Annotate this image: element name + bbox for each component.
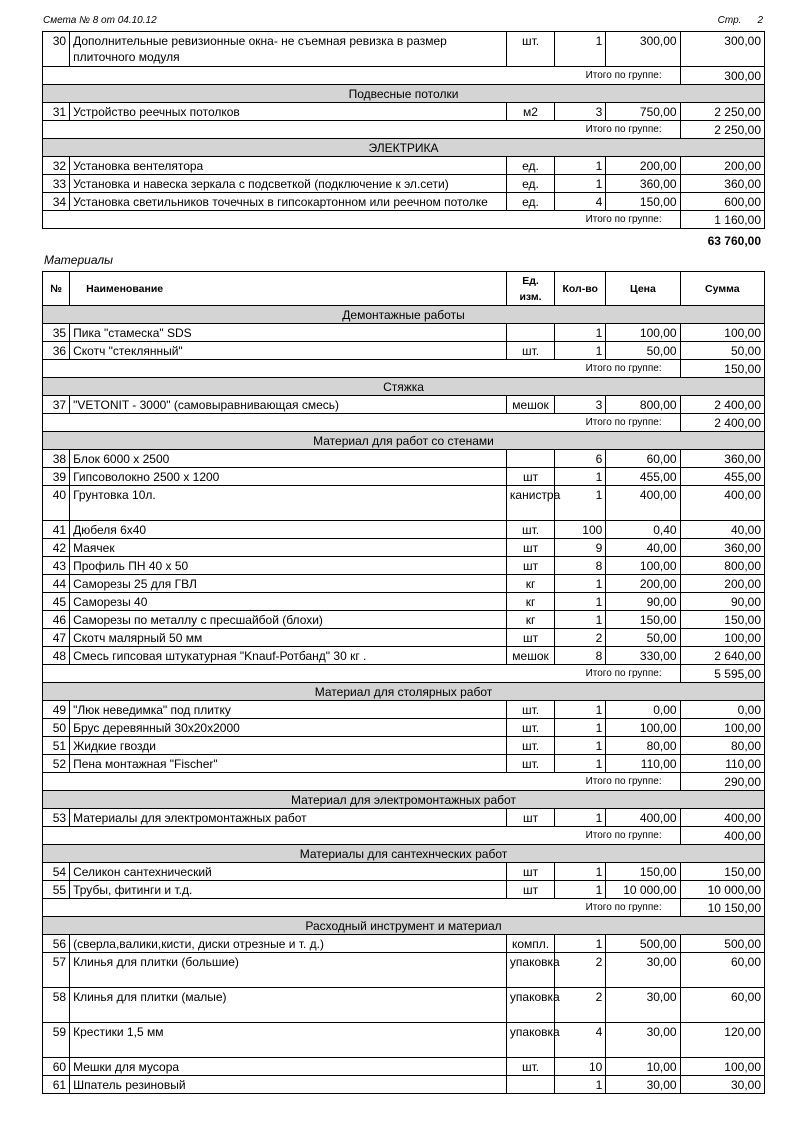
group-title: ЭЛЕКТРИКА <box>43 139 765 157</box>
item-sum: 200,00 <box>680 575 764 593</box>
item-sum: 2 250,00 <box>680 103 764 121</box>
group-title: Подвесные потолки <box>43 85 765 103</box>
table-row <box>43 103 765 121</box>
item-unit: шт <box>506 468 554 486</box>
group-header-row <box>43 917 765 935</box>
item-qty: 1 <box>555 935 606 953</box>
item-name: Мешки для мусора <box>70 1058 507 1076</box>
item-name: Скотч малярный 50 мм <box>70 629 507 647</box>
item-number: 61 <box>43 1076 70 1094</box>
item-unit: мешок <box>506 647 554 665</box>
group-title: Расходный инструмент и материал <box>43 917 765 935</box>
item-number: 37 <box>43 396 70 414</box>
item-number: 32 <box>43 157 70 175</box>
table-row <box>43 324 765 342</box>
item-number: 56 <box>43 935 70 953</box>
subtotal-label: Итого по группе: <box>43 827 681 845</box>
subtotal-amount: 2 250,00 <box>680 121 764 139</box>
table-row <box>43 809 765 827</box>
item-qty: 1 <box>555 486 606 521</box>
item-unit: упаковка <box>506 953 554 988</box>
item-price: 500,00 <box>606 935 680 953</box>
item-qty: 1 <box>555 611 606 629</box>
group-header-row <box>43 306 765 324</box>
item-price: 50,00 <box>606 629 680 647</box>
table-row <box>43 175 765 193</box>
item-price: 800,00 <box>606 396 680 414</box>
page-number <box>718 15 763 26</box>
subtotal-label: Итого по группе: <box>43 414 681 432</box>
group-title: Материал для столярных работ <box>43 683 765 701</box>
item-qty: 1 <box>555 809 606 827</box>
item-name: Саморезы 25 для ГВЛ <box>70 575 507 593</box>
item-price: 100,00 <box>606 557 680 575</box>
item-unit: шт <box>506 629 554 647</box>
item-price: 30,00 <box>606 953 680 988</box>
subtotal-label: Итого по группе: <box>43 67 681 85</box>
item-unit: шт. <box>506 701 554 719</box>
item-unit: шт. <box>506 521 554 539</box>
item-unit: шт. <box>506 32 554 67</box>
item-price: 60,00 <box>606 450 680 468</box>
group-title: Стяжка <box>43 378 765 396</box>
item-qty: 10 <box>555 1058 606 1076</box>
item-qty: 1 <box>555 863 606 881</box>
item-qty: 1 <box>555 32 606 67</box>
item-sum: 400,00 <box>680 809 764 827</box>
item-sum: 100,00 <box>680 1058 764 1076</box>
item-price: 300,00 <box>606 32 680 67</box>
item-qty: 1 <box>555 593 606 611</box>
item-name: Саморезы по металлу с пресшайбой (блохи) <box>70 611 507 629</box>
item-unit: ед. <box>506 175 554 193</box>
group-header-row <box>43 85 765 103</box>
item-sum: 360,00 <box>680 450 764 468</box>
item-qty: 1 <box>555 468 606 486</box>
table-row <box>43 988 765 1023</box>
item-price: 150,00 <box>606 193 680 211</box>
item-qty: 1 <box>555 881 606 899</box>
item-qty: 8 <box>555 557 606 575</box>
item-name: Блок 6000 х 2500 <box>70 450 507 468</box>
item-sum: 10 000,00 <box>680 881 764 899</box>
item-number: 54 <box>43 863 70 881</box>
col-header-unit: Ед. изм. <box>506 272 554 306</box>
item-unit: ед. <box>506 193 554 211</box>
item-sum: 800,00 <box>680 557 764 575</box>
table-row <box>43 719 765 737</box>
item-sum: 200,00 <box>680 157 764 175</box>
item-name: Установка и навеска зеркала с подсветкой (подключение к эл.сети) <box>70 175 507 193</box>
item-number: 52 <box>43 755 70 773</box>
item-sum: 600,00 <box>680 193 764 211</box>
item-number: 35 <box>43 324 70 342</box>
item-sum: 40,00 <box>680 521 764 539</box>
col-header-qty: Кол-во <box>555 272 606 306</box>
item-qty: 1 <box>555 342 606 360</box>
item-unit: шт. <box>506 719 554 737</box>
item-number: 51 <box>43 737 70 755</box>
table-row <box>43 486 765 521</box>
item-qty: 1 <box>555 755 606 773</box>
table-row <box>43 539 765 557</box>
page-num: 2 <box>757 15 763 26</box>
table-row <box>43 737 765 755</box>
item-price: 0,40 <box>606 521 680 539</box>
item-sum: 90,00 <box>680 593 764 611</box>
item-number: 38 <box>43 450 70 468</box>
works-table <box>42 31 765 229</box>
item-name: Смесь гипсовая штукатурная "Knauf-Ротбанд" 30 кг . <box>70 647 507 665</box>
table-row <box>43 450 765 468</box>
group-title: Демонтажные работы <box>43 306 765 324</box>
group-title: Материал для работ со стенами <box>43 432 765 450</box>
item-name: Трубы, фитинги и т.д. <box>70 881 507 899</box>
item-unit: канистра <box>506 486 554 521</box>
table-row <box>43 468 765 486</box>
group-subtotal-row <box>43 360 765 378</box>
item-number: 44 <box>43 575 70 593</box>
item-unit: шт <box>506 809 554 827</box>
item-qty: 3 <box>555 396 606 414</box>
subtotal-amount: 5 595,00 <box>680 665 764 683</box>
table-row <box>43 32 765 67</box>
item-number: 48 <box>43 647 70 665</box>
item-qty: 2 <box>555 953 606 988</box>
item-price: 200,00 <box>606 157 680 175</box>
item-unit: шт <box>506 539 554 557</box>
table-row <box>43 953 765 988</box>
item-price: 30,00 <box>606 1023 680 1058</box>
subtotal-amount: 290,00 <box>680 773 764 791</box>
item-sum: 2 400,00 <box>680 396 764 414</box>
item-sum: 360,00 <box>680 539 764 557</box>
group-header-row <box>43 378 765 396</box>
item-qty: 4 <box>555 193 606 211</box>
table-row <box>43 755 765 773</box>
item-unit: шт. <box>506 342 554 360</box>
item-price: 110,00 <box>606 755 680 773</box>
item-name: Установка светильников точечных в гипсокартонном или реечном потолке <box>70 193 507 211</box>
item-unit: мешок <box>506 396 554 414</box>
item-number: 45 <box>43 593 70 611</box>
item-qty: 1 <box>555 1076 606 1094</box>
item-name: Пена монтажная "Fischer" <box>70 755 507 773</box>
table-row <box>43 647 765 665</box>
table-row <box>43 575 765 593</box>
materials-header-row <box>43 272 765 306</box>
item-price: 400,00 <box>606 809 680 827</box>
item-price: 360,00 <box>606 175 680 193</box>
item-price: 150,00 <box>606 863 680 881</box>
item-sum: 300,00 <box>680 32 764 67</box>
item-price: 80,00 <box>606 737 680 755</box>
item-price: 10,00 <box>606 1058 680 1076</box>
table-row <box>43 935 765 953</box>
item-qty: 1 <box>555 719 606 737</box>
item-unit: шт. <box>506 1058 554 1076</box>
item-number: 39 <box>43 468 70 486</box>
item-price: 100,00 <box>606 324 680 342</box>
item-sum: 500,00 <box>680 935 764 953</box>
group-header-row <box>43 139 765 157</box>
item-name: Дюбеля 6х40 <box>70 521 507 539</box>
item-price: 150,00 <box>606 611 680 629</box>
table-row <box>43 593 765 611</box>
item-name: Профиль ПН 40 х 50 <box>70 557 507 575</box>
item-qty: 1 <box>555 157 606 175</box>
table-row <box>43 521 765 539</box>
grand-total: 63 760,00 <box>707 234 761 248</box>
subtotal-label: Итого по группе: <box>43 121 681 139</box>
item-qty: 1 <box>555 575 606 593</box>
col-header-no: № <box>43 272 70 306</box>
item-unit: упаковка <box>506 988 554 1023</box>
item-number: 53 <box>43 809 70 827</box>
materials-table-body <box>43 306 765 1094</box>
item-sum: 150,00 <box>680 611 764 629</box>
table-row <box>43 1023 765 1058</box>
item-number: 59 <box>43 1023 70 1058</box>
item-unit: ед. <box>506 157 554 175</box>
table-row <box>43 193 765 211</box>
item-number: 40 <box>43 486 70 521</box>
item-qty: 8 <box>555 647 606 665</box>
group-header-row <box>43 791 765 809</box>
item-qty: 6 <box>555 450 606 468</box>
item-price: 40,00 <box>606 539 680 557</box>
works-table-body <box>43 32 765 229</box>
item-number: 57 <box>43 953 70 988</box>
col-header-sum: Сумма <box>680 272 764 306</box>
subtotal-label: Итого по группе: <box>43 665 681 683</box>
item-name: Саморезы 40 <box>70 593 507 611</box>
group-subtotal-row <box>43 121 765 139</box>
col-header-price: Цена <box>606 272 680 306</box>
item-number: 58 <box>43 988 70 1023</box>
item-price: 330,00 <box>606 647 680 665</box>
item-price: 750,00 <box>606 103 680 121</box>
item-sum: 100,00 <box>680 719 764 737</box>
group-subtotal-row <box>43 665 765 683</box>
materials-table <box>42 271 765 1094</box>
item-number: 34 <box>43 193 70 211</box>
group-subtotal-row <box>43 211 765 229</box>
item-number: 50 <box>43 719 70 737</box>
item-sum: 400,00 <box>680 486 764 521</box>
group-title: Материалы для сантехнческих работ <box>43 845 765 863</box>
item-name: Материалы для электромонтажных работ <box>70 809 507 827</box>
item-number: 36 <box>43 342 70 360</box>
item-qty: 3 <box>555 103 606 121</box>
table-row <box>43 342 765 360</box>
item-qty: 4 <box>555 1023 606 1058</box>
item-qty: 9 <box>555 539 606 557</box>
item-number: 41 <box>43 521 70 539</box>
item-qty: 2 <box>555 629 606 647</box>
col-header-name: Наименование <box>70 272 507 306</box>
group-subtotal-row <box>43 414 765 432</box>
item-sum: 110,00 <box>680 755 764 773</box>
table-row <box>43 1058 765 1076</box>
item-number: 55 <box>43 881 70 899</box>
item-name: "Люк неведимка" под плитку <box>70 701 507 719</box>
item-price: 30,00 <box>606 988 680 1023</box>
subtotal-amount: 10 150,00 <box>680 899 764 917</box>
item-price: 30,00 <box>606 1076 680 1094</box>
item-sum: 2 640,00 <box>680 647 764 665</box>
item-qty: 1 <box>555 701 606 719</box>
item-sum: 120,00 <box>680 1023 764 1058</box>
item-name: Селикон сантехнический <box>70 863 507 881</box>
item-unit <box>506 324 554 342</box>
item-unit: м2 <box>506 103 554 121</box>
group-header-row <box>43 432 765 450</box>
item-sum: 80,00 <box>680 737 764 755</box>
item-sum: 150,00 <box>680 863 764 881</box>
item-name: Устройство реечных потолков <box>70 103 507 121</box>
page-label: Стр. <box>717 15 742 26</box>
group-subtotal-row <box>43 899 765 917</box>
group-header-row <box>43 845 765 863</box>
item-number: 47 <box>43 629 70 647</box>
item-unit: шт. <box>506 755 554 773</box>
item-name: Грунтовка 10л. <box>70 486 507 521</box>
item-sum: 455,00 <box>680 468 764 486</box>
item-number: 43 <box>43 557 70 575</box>
item-unit <box>506 1076 554 1094</box>
item-price: 0,00 <box>606 701 680 719</box>
item-unit: компл. <box>506 935 554 953</box>
item-price: 455,00 <box>606 468 680 486</box>
item-name: Гипсоволокно 2500 х 1200 <box>70 468 507 486</box>
subtotal-label: Итого по группе: <box>43 773 681 791</box>
group-header-row <box>43 683 765 701</box>
table-row <box>43 881 765 899</box>
item-qty: 1 <box>555 324 606 342</box>
item-number: 49 <box>43 701 70 719</box>
subtotal-label: Итого по группе: <box>43 899 681 917</box>
item-unit: шт <box>506 863 554 881</box>
item-number: 31 <box>43 103 70 121</box>
item-unit: кг <box>506 575 554 593</box>
table-row <box>43 863 765 881</box>
item-qty: 1 <box>555 737 606 755</box>
item-sum: 0,00 <box>680 701 764 719</box>
item-number: 30 <box>43 32 70 67</box>
item-name: Установка вентелятора <box>70 157 507 175</box>
item-unit: упаковка <box>506 1023 554 1058</box>
table-row <box>43 629 765 647</box>
item-price: 200,00 <box>606 575 680 593</box>
subtotal-label: Итого по группе: <box>43 360 681 378</box>
table-row <box>43 396 765 414</box>
page-header <box>43 15 765 29</box>
group-title: Материал для электромонтажных работ <box>43 791 765 809</box>
item-name: Крестики 1,5 мм <box>70 1023 507 1058</box>
item-qty: 100 <box>555 521 606 539</box>
item-name: Клинья для плитки (малые) <box>70 988 507 1023</box>
item-price: 400,00 <box>606 486 680 521</box>
item-price: 10 000,00 <box>606 881 680 899</box>
item-number: 42 <box>43 539 70 557</box>
group-subtotal-row <box>43 67 765 85</box>
item-qty: 1 <box>555 175 606 193</box>
item-name: Клинья для плитки (большие) <box>70 953 507 988</box>
item-unit: кг <box>506 611 554 629</box>
item-name: Пика "стамеска" SDS <box>70 324 507 342</box>
subtotal-amount: 1 160,00 <box>680 211 764 229</box>
item-name: Шпатель резиновый <box>70 1076 507 1094</box>
item-name: Жидкие гвозди <box>70 737 507 755</box>
table-row <box>43 611 765 629</box>
item-sum: 100,00 <box>680 324 764 342</box>
item-sum: 100,00 <box>680 629 764 647</box>
group-subtotal-row <box>43 827 765 845</box>
materials-section-title: Материалы <box>44 253 113 267</box>
item-sum: 60,00 <box>680 988 764 1023</box>
item-sum: 50,00 <box>680 342 764 360</box>
item-name: Брус деревянный 30х20х2000 <box>70 719 507 737</box>
item-number: 33 <box>43 175 70 193</box>
item-unit <box>506 450 554 468</box>
group-subtotal-row <box>43 773 765 791</box>
item-name: Маячек <box>70 539 507 557</box>
item-price: 90,00 <box>606 593 680 611</box>
item-price: 50,00 <box>606 342 680 360</box>
item-name: "VETONIT - 3000" (самовыравнивающая смесь) <box>70 396 507 414</box>
item-sum: 30,00 <box>680 1076 764 1094</box>
item-price: 100,00 <box>606 719 680 737</box>
item-unit: шт. <box>506 737 554 755</box>
subtotal-amount: 300,00 <box>680 67 764 85</box>
subtotal-amount: 2 400,00 <box>680 414 764 432</box>
table-row <box>43 557 765 575</box>
item-sum: 360,00 <box>680 175 764 193</box>
table-row <box>43 157 765 175</box>
item-unit: шт <box>506 557 554 575</box>
table-row <box>43 1076 765 1094</box>
item-name: Дополнительные ревизионные окна- не съемная ревизка в размер плиточного модуля <box>70 32 507 67</box>
document-title: Смета № 8 от 04.10.12 <box>43 15 157 26</box>
item-unit: кг <box>506 593 554 611</box>
subtotal-amount: 150,00 <box>680 360 764 378</box>
item-number: 60 <box>43 1058 70 1076</box>
subtotal-amount: 400,00 <box>680 827 764 845</box>
subtotal-label: Итого по группе: <box>43 211 681 229</box>
item-number: 46 <box>43 611 70 629</box>
item-unit: шт <box>506 881 554 899</box>
table-row <box>43 701 765 719</box>
item-qty: 2 <box>555 988 606 1023</box>
item-name: (сверла,валики,кисти, диски отрезные и т. д.) <box>70 935 507 953</box>
item-name: Скотч "стеклянный" <box>70 342 507 360</box>
item-sum: 60,00 <box>680 953 764 988</box>
